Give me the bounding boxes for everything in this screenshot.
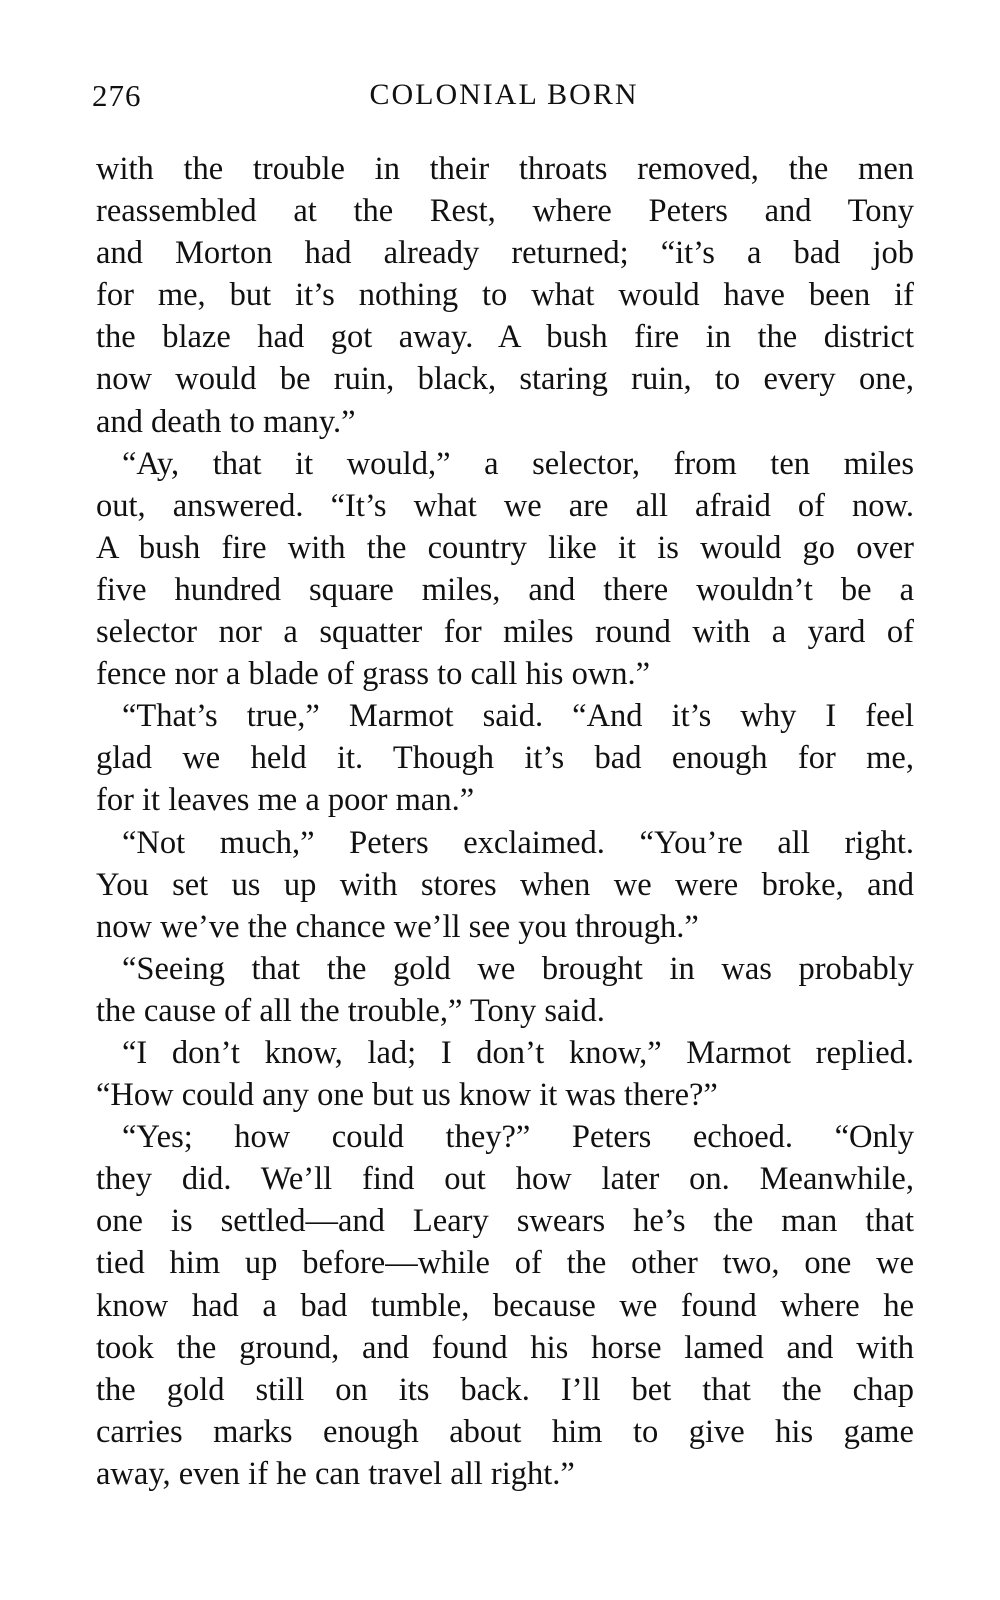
- text-line: know had a bad tumble, because we found where he: [96, 1287, 914, 1324]
- paragraph: [96, 1116, 914, 1495]
- text-line: A bush fire with the country like it is would go over: [96, 529, 914, 566]
- paragraph: [96, 148, 914, 443]
- text-line: away, even if he can travel all right.”: [96, 1455, 575, 1492]
- paragraph: [96, 695, 914, 821]
- text-line: now we’ve the chance we’ll see you through.”: [96, 908, 699, 945]
- text-line: glad we held it. Though it’s bad enough for me,: [96, 740, 914, 777]
- text-line: “Not much,” Peters exclaimed. “You’re all right.: [122, 824, 914, 861]
- text-line: tied him up before—while of the other two, one we: [96, 1245, 914, 1282]
- text-line: they did. We’ll find out how later on. Meanwhile,: [96, 1161, 914, 1198]
- text-line: “Yes; how could they?” Peters echoed. “Only: [122, 1119, 914, 1156]
- text-line: “How could any one but us know it was there?”: [96, 1077, 718, 1114]
- text-line: selector nor a squatter for miles round with a yard of: [96, 614, 914, 651]
- text-line: the cause of all the trouble,” Tony said.: [96, 992, 605, 1029]
- text-line: You set us up with stores when we were broke, and: [96, 866, 914, 903]
- text-line: five hundred square miles, and there wouldn’t be a: [96, 571, 914, 608]
- text-line: carries marks enough about him to give his game: [96, 1413, 914, 1450]
- text-line: reassembled at the Rest, where Peters and Tony: [96, 193, 914, 230]
- text-line: “I don’t know, lad; I don’t know,” Marmot replied.: [122, 1034, 914, 1071]
- text-line: one is settled—and Leary swears he’s the man that: [96, 1203, 914, 1240]
- text-line: out, answered. “It’s what we are all afraid of now.: [96, 487, 914, 524]
- page-number: 276: [92, 78, 142, 113]
- body-text: [96, 148, 914, 1495]
- text-line: the blaze had got away. A bush fire in the district: [96, 319, 914, 356]
- page-header: [92, 78, 916, 122]
- paragraph: [96, 822, 914, 948]
- paragraph: [96, 1032, 914, 1116]
- text-line: for me, but it’s nothing to what would have been if: [96, 277, 914, 314]
- text-line: fence nor a blade of grass to call his own.”: [96, 656, 651, 693]
- text-line: “Seeing that the gold we brought in was probably: [122, 950, 914, 987]
- text-line: and Morton had already returned; “it’s a bad job: [96, 235, 914, 272]
- text-line: the gold still on its back. I’ll bet that the chap: [96, 1371, 914, 1408]
- paragraph: [96, 443, 914, 696]
- text-line: with the trouble in their throats removed, the men: [96, 151, 914, 187]
- paragraph: [96, 948, 914, 1032]
- text-line: took the ground, and found his horse lamed and with: [96, 1329, 914, 1366]
- text-line: for it leaves me a poor man.”: [96, 782, 475, 819]
- running-head: COLONIAL BORN: [369, 78, 639, 111]
- text-line: “Ay, that it would,” a selector, from ten miles: [122, 445, 914, 482]
- text-line: now would be ruin, black, staring ruin, to every one,: [96, 361, 914, 398]
- text-line: and death to many.”: [96, 403, 356, 440]
- text-line: “That’s true,” Marmot said. “And it’s why I feel: [122, 698, 914, 735]
